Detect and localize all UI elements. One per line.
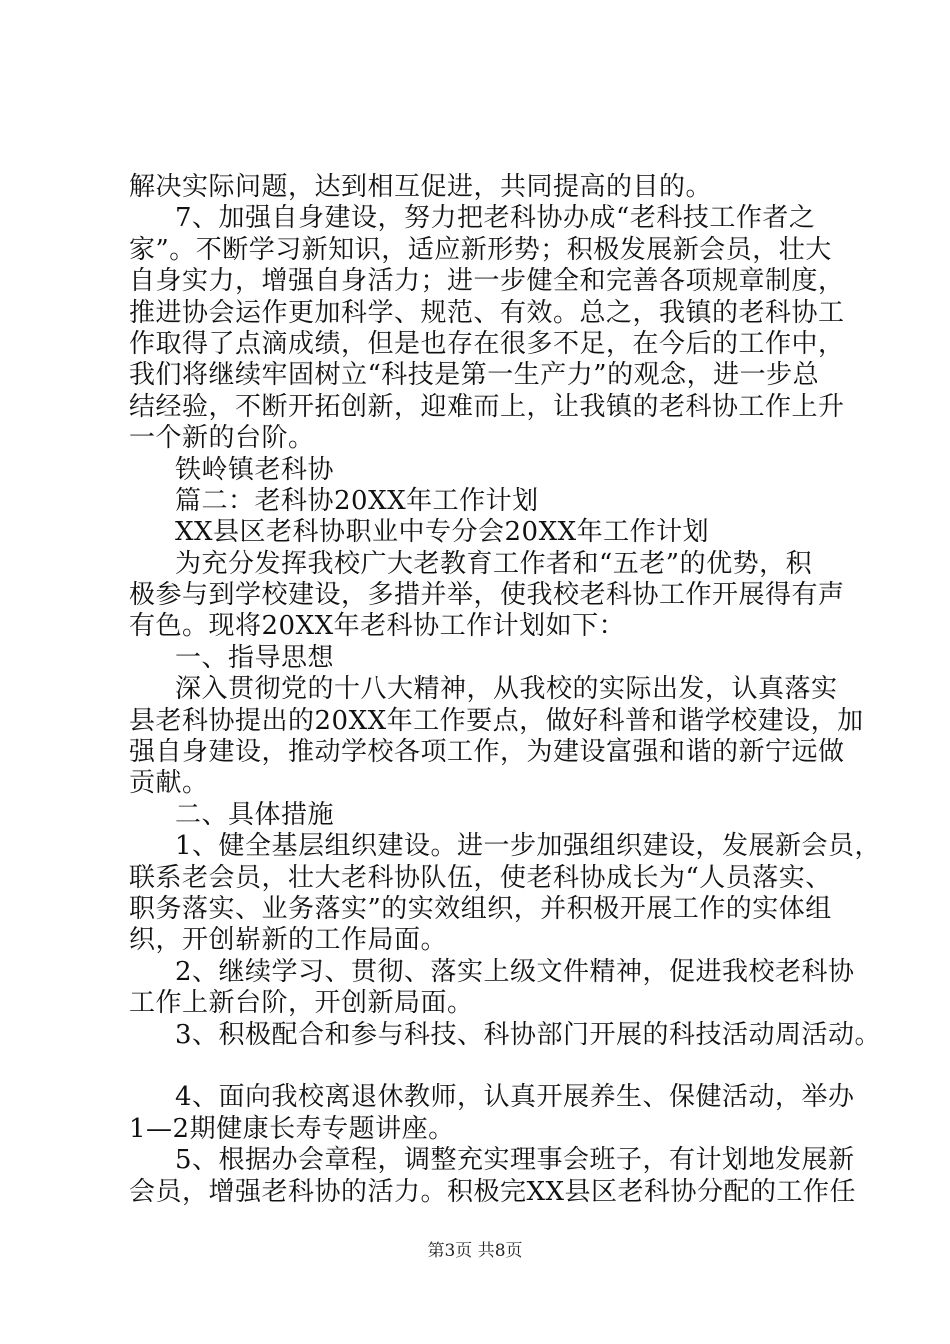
text-line: 1、健全基层组织建设。进一步加强组织建设，发展新会员， [175,831,882,862]
text-line: 深入贯彻党的十八大精神，从我校的实际出发，认真落实 [175,674,838,705]
text-line: 结经验，不断开拓创新，迎难而上，让我镇的老科协工作上升 [129,391,845,422]
text-line: 有色。现将20XX年老科协工作计划如下： [129,611,626,642]
text-line: 7、加强自身建设，努力把老科协办成“老科技工作者之 [175,203,816,234]
text-line: 贡献。 [129,768,209,799]
text-line: 作取得了点滴成绩，但是也存在很多不足，在今后的工作中， [129,328,845,359]
blank-line [129,1051,829,1082]
text-line: 一个新的台阶。 [129,423,315,454]
text-line: 5、根据办会章程，调整充实理事会班子，有计划地发展新 [175,1145,855,1176]
text-line: 3、积极配合和参与科技、科协部门开展的科技活动周活动。 [175,1019,882,1050]
text-line: 县老科协提出的20XX年工作要点，做好科普和谐学校建设，加 [129,705,864,736]
text-line: 铁岭镇老科协 [175,454,335,485]
text-line: 一、指导思想 [175,642,335,673]
text-line: 二、具体措施 [175,799,335,830]
text-line: 4、面向我校离退休教师，认真开展养生、保健活动，举办 [175,1082,855,1113]
text-line: 会员，增强老科协的活力。积极完XX县区老科协分配的工作任 [129,1176,857,1207]
text-line: 极参与到学校建设，多措并举，使我校老科协工作开展得有声 [129,580,845,611]
text-line: 联系老会员，壮大老科协队伍，使老科协成长为“人员落实、 [129,862,832,893]
text-line: 职务落实、业务落实”的实效组织，并积极开展工作的实体组 [129,893,832,924]
text-line: 工作上新台阶，开创新局面。 [129,988,474,1019]
text-line: 织，开创崭新的工作局面。 [129,925,448,956]
text-line: 强自身建设，推动学校各项工作，为建设富强和谐的新宁远做 [129,737,845,768]
text-line: 我们将继续牢固树立“科技是第一生产力”的观念，进一步总 [129,360,820,391]
text-line: 推进协会运作更加科学、规范、有效。总之，我镇的老科协工 [129,297,845,328]
text-line: 自身实力，增强自身活力；进一步健全和完善各项规章制度， [129,266,845,297]
text-line: 篇二：老科协20XX年工作计划 [175,485,539,516]
text-line: 解决实际问题，达到相互促进，共同提高的目的。 [129,172,713,202]
text-line: XX县区老科协职业中专分会20XX年工作计划 [175,517,710,548]
page-number-footer: 第3页 共8页 [427,1241,523,1261]
text-line: 1—2期健康长寿专题讲座。 [129,1113,455,1144]
text-line: 2、继续学习、贯彻、落实上级文件精神，促进我校老科协 [175,956,855,987]
text-line: 为充分发挥我校广大老教育工作者和“五老”的优势，积 [175,548,813,579]
document-body [129,172,882,1208]
text-line: 家”。不断学习新知识，适应新形势；积极发展新会员，壮大 [129,234,832,265]
